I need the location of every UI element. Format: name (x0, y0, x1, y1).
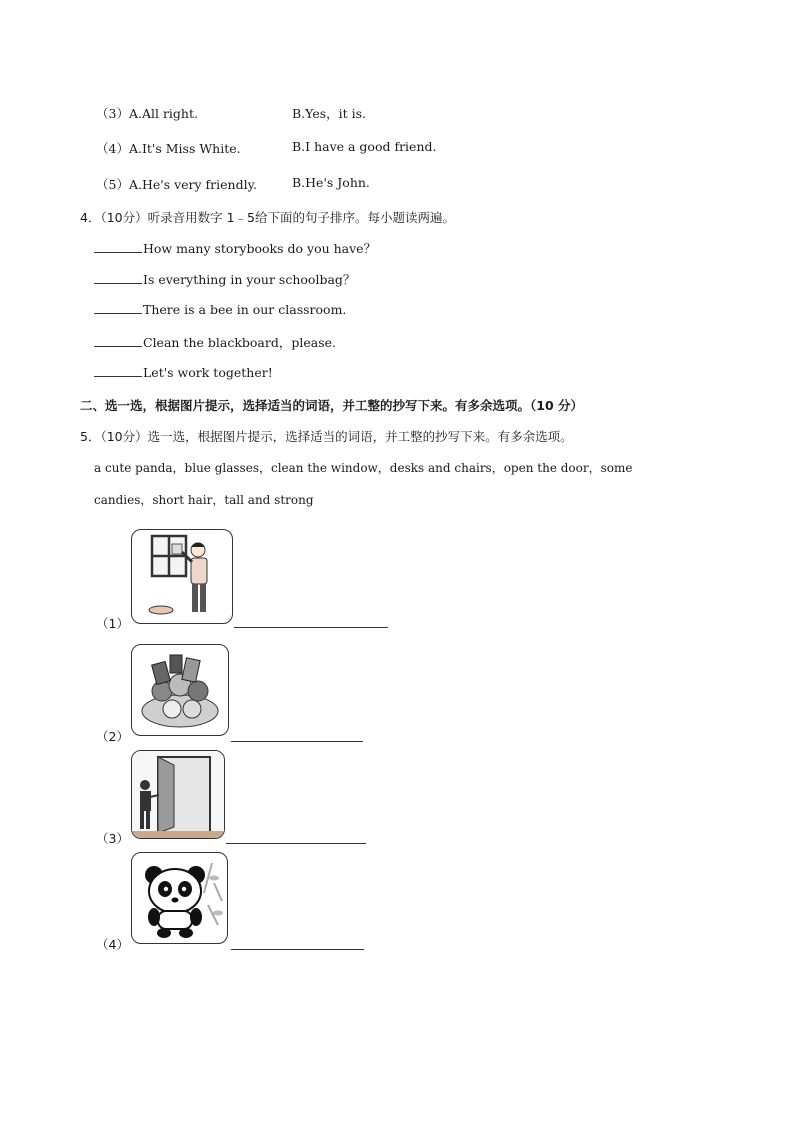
q4-sentence-5: Let's work together! (94, 364, 273, 380)
option-a: A.He's very friendly. (128, 177, 257, 192)
q5-options-line-1: a cute panda，blue glasses，clean the window，desks and chairs，open the door，some (94, 461, 633, 475)
cute-panda-image (131, 852, 228, 944)
answer-line-2[interactable] (231, 741, 363, 742)
option-b: B.He's John. (292, 175, 370, 190)
option-a: A.It's Miss White. (128, 141, 241, 156)
item-label: （4） (96, 937, 129, 952)
man-opening-door-image (131, 750, 225, 839)
item-label: （2） (96, 729, 129, 744)
option-a: A.All right. (128, 106, 198, 121)
answer-blank[interactable] (94, 240, 142, 253)
answer-line-3[interactable] (226, 843, 366, 844)
answer-line-1[interactable] (234, 627, 388, 628)
answer-blank[interactable] (94, 364, 142, 377)
q4-heading: 4．（10分）听录音用数字 1﹣5给下面的句子排序。每小题读两遍。 (80, 210, 455, 225)
item-label: （3） (96, 831, 129, 846)
section-title: 二、选一选，根据图片提示，选择适当的词语，并工整的抄写下来。有多余选项。（10 分） (80, 398, 583, 413)
q5-heading: 5．（10分）选一选，根据图片提示，选择适当的词语，并工整的抄写下来。有多余选项。 (80, 429, 573, 444)
answer-line-4[interactable] (231, 949, 364, 950)
answer-blank[interactable] (94, 334, 142, 347)
option-b: B.I have a good friend. (292, 139, 437, 154)
answer-blank[interactable] (94, 301, 142, 314)
item-label: （1） (96, 616, 129, 631)
option-b: B.Yes，it is. (292, 106, 367, 121)
bowl-of-candies-image (131, 644, 229, 736)
q5-options-line-2: candies，short hair，tall and strong (94, 493, 314, 507)
q4-sentence-1: How many storybooks do you have？ (94, 239, 376, 257)
q4-sentence-4: Clean the blackboard，please. (94, 333, 336, 351)
q4-sentence-3: There is a bee in our classroom. (94, 301, 346, 317)
answer-blank[interactable] (94, 271, 142, 284)
boy-cleaning-window-image (131, 529, 233, 624)
q4-sentence-2: Is everything in your schoolbag？ (94, 270, 355, 288)
